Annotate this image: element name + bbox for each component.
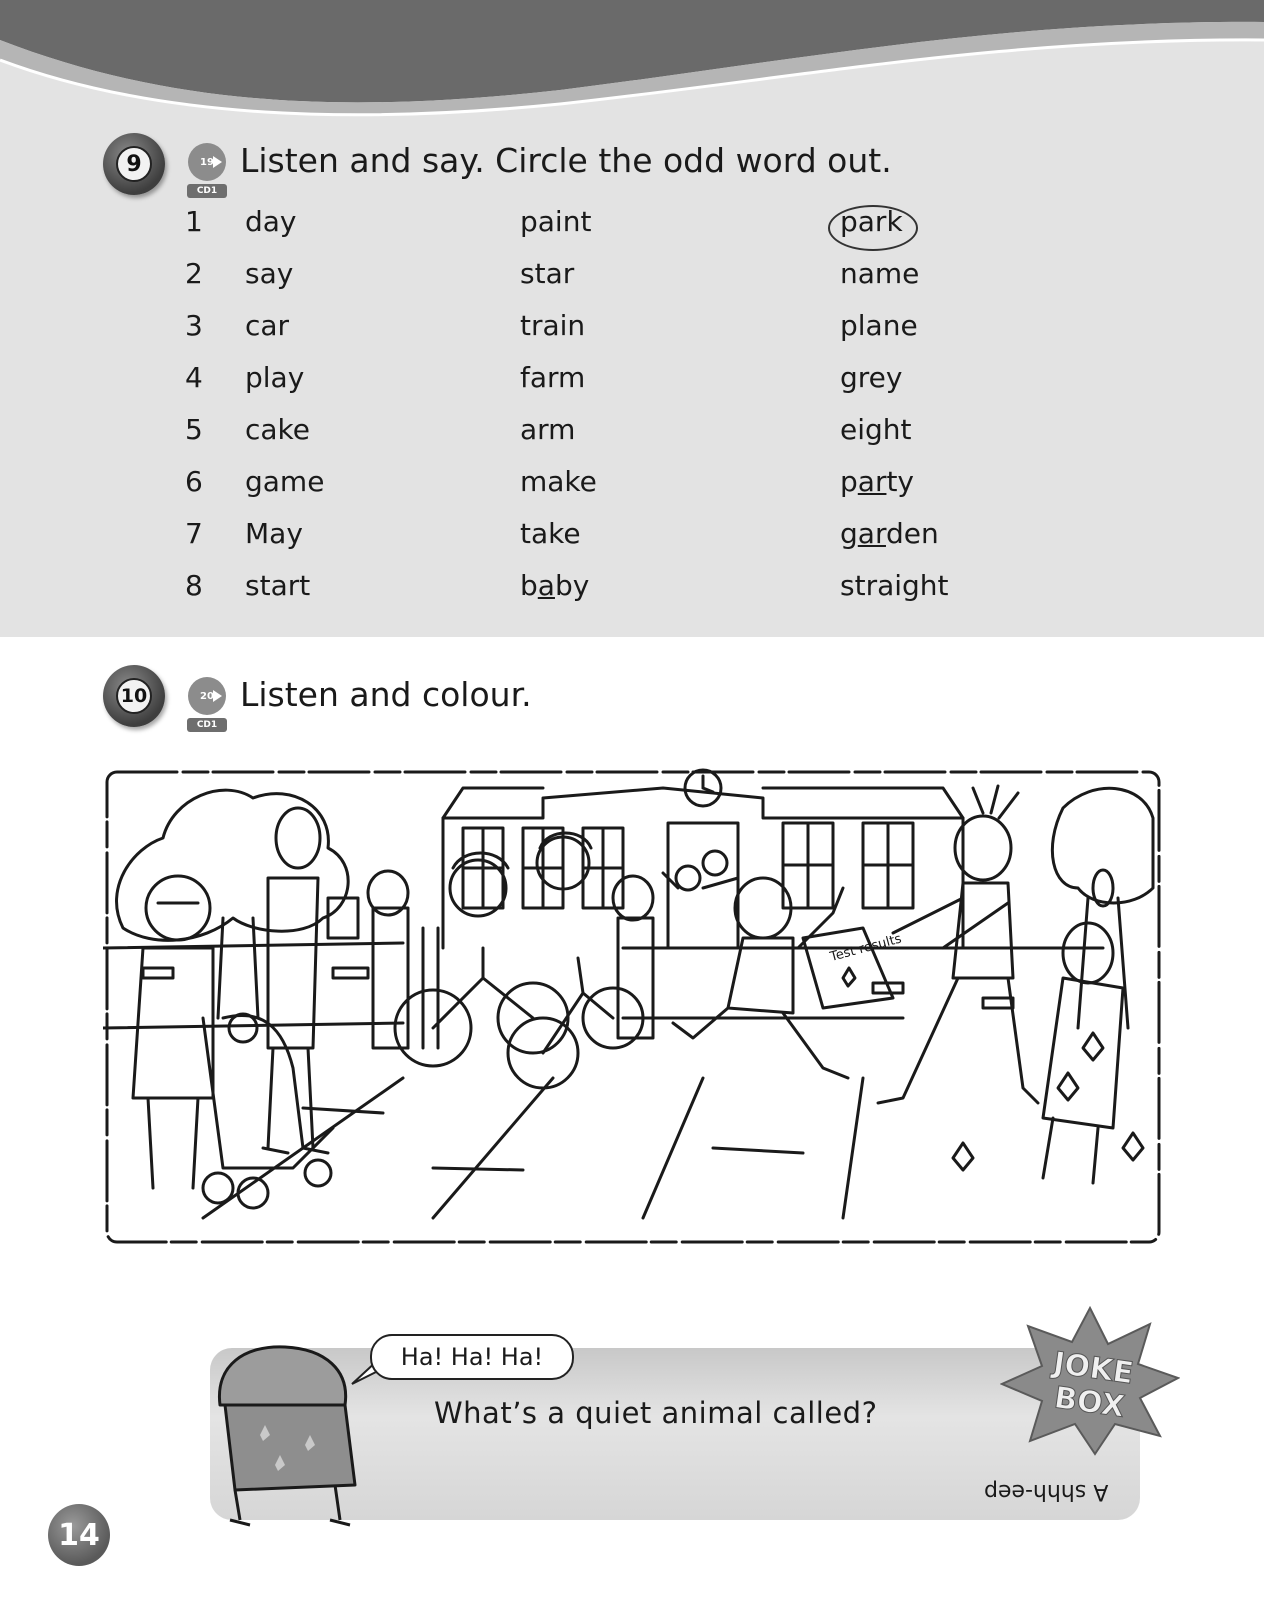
word[interactable] <box>840 517 939 550</box>
cd-track-icon[interactable] <box>186 143 230 203</box>
exercise-9-number-badge <box>103 133 165 195</box>
word[interactable]: farm <box>520 361 586 394</box>
word[interactable]: plane <box>840 309 918 342</box>
exercise-10-number-badge <box>103 665 165 727</box>
word[interactable]: take <box>520 517 581 550</box>
word-part: by <box>554 569 590 602</box>
word[interactable] <box>520 569 589 602</box>
word[interactable]: May <box>245 517 303 550</box>
track-number: 20 <box>188 677 226 715</box>
row-number: 2 <box>185 257 203 290</box>
word[interactable]: make <box>520 465 597 498</box>
word[interactable]: name <box>840 257 920 290</box>
table-row <box>185 413 1085 453</box>
word-part: b <box>520 569 538 602</box>
page-number: 14 <box>48 1504 110 1566</box>
table-row <box>185 205 1085 245</box>
row-number: 4 <box>185 361 203 394</box>
word[interactable]: arm <box>520 413 576 446</box>
word[interactable] <box>840 465 914 498</box>
row-number: 1 <box>185 205 203 238</box>
word[interactable]: game <box>245 465 325 498</box>
row-number: 5 <box>185 413 203 446</box>
word-part: ty <box>886 465 915 498</box>
word[interactable]: eight <box>840 413 912 446</box>
word[interactable]: star <box>520 257 575 290</box>
word[interactable]: paint <box>520 205 592 238</box>
word[interactable]: start <box>245 569 311 602</box>
table-row <box>185 361 1085 401</box>
joke-badge-line1: JOKE <box>1051 1345 1136 1392</box>
word[interactable]: car <box>245 309 290 342</box>
table-row <box>185 465 1085 505</box>
joke-answer-upside-down: A shhh-eep <box>984 1479 1109 1504</box>
track-number: 19 <box>188 143 226 181</box>
word-text: park <box>840 205 903 238</box>
joke-box-starburst-badge <box>1000 1306 1180 1456</box>
cd-label: CD1 <box>187 718 227 732</box>
word-part: den <box>885 517 939 550</box>
word[interactable]: play <box>245 361 305 394</box>
row-number: 6 <box>185 465 203 498</box>
answer-circle <box>828 205 918 251</box>
word[interactable]: cake <box>245 413 310 446</box>
school-scene-colouring-picture[interactable] <box>103 768 1163 1246</box>
underlined-sound: ar <box>857 517 886 550</box>
row-number: 3 <box>185 309 203 342</box>
table-row <box>185 569 1085 609</box>
underlined-sound: ar <box>857 465 887 498</box>
word[interactable]: train <box>520 309 586 342</box>
joke-badge-line2: BOX <box>1052 1380 1127 1425</box>
row-number: 8 <box>185 569 203 602</box>
exercise-9-instruction: Listen and say. Circle the odd word out. <box>240 141 892 180</box>
row-number: 7 <box>185 517 203 550</box>
test-results-label: Test results <box>828 931 904 965</box>
cd-track-icon[interactable] <box>186 677 230 737</box>
exercise-9-number: 9 <box>116 146 152 182</box>
circled-word[interactable] <box>840 205 903 238</box>
word[interactable]: say <box>245 257 294 290</box>
word[interactable]: day <box>245 205 297 238</box>
joke-question: What’s a quiet animal called? <box>434 1396 878 1430</box>
word-part: p <box>840 465 858 498</box>
header-wave <box>0 0 1264 130</box>
word[interactable]: grey <box>840 361 903 394</box>
word-part: g <box>840 517 858 550</box>
word[interactable]: straight <box>840 569 949 602</box>
exercise-10-instruction: Listen and colour. <box>240 675 532 714</box>
exercise-10-number: 10 <box>116 678 152 714</box>
table-row <box>185 257 1085 297</box>
underlined-sound: a <box>537 569 555 602</box>
speech-bubble: Ha! Ha! Ha! <box>370 1334 574 1380</box>
cd-label: CD1 <box>187 184 227 198</box>
table-row <box>185 309 1085 349</box>
table-row <box>185 517 1085 557</box>
